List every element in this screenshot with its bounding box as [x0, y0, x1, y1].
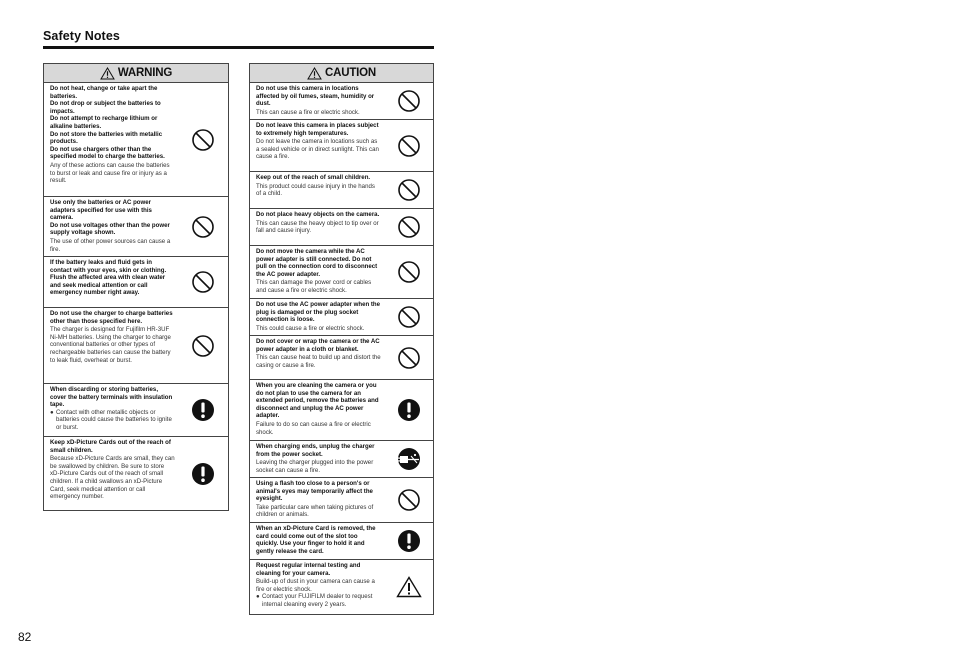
explanation-text: Take particular care when taking pictures of children or animals. [256, 503, 374, 519]
warning-item-text [44, 197, 178, 256]
caution-item-text [250, 120, 384, 171]
rule-text: If the battery leaks and fluid gets in contact with your eyes, skin or clothing. Flush the affected area with clean water and seek medical attention or call emergency number right away. [50, 259, 167, 297]
rule-text: Use only the batteries or AC power adapters specified for use with this camera. [50, 199, 152, 222]
rule-text: Do not use this camera in locations affected by oil fumes, steam, humidity or dust. [256, 85, 375, 108]
rule-text: Do not store the batteries with metallic products. [50, 130, 163, 146]
explanation-text: This can cause a fire or electric shock. [256, 108, 360, 116]
warning-item-text [44, 257, 178, 307]
prohibition-icon [178, 83, 228, 196]
explanation-text: The charger is designed for Fujifilm HR-3UF Ni-MH batteries. Using the charger to charge conventional batteries or other types of rechargeable batteries can cause the battery to leak fluid, overheat or burst. [50, 326, 171, 364]
caution-rows [250, 83, 433, 614]
caution-triangle-icon [307, 67, 322, 80]
prohibition-icon [384, 120, 433, 171]
rule-text: Do not drop or subject the batteries to impacts. [50, 100, 161, 115]
explanation-text: Failure to do so can cause a fire or electric shock. [256, 420, 371, 436]
bullet-text: Contact with other metallic objects or batteries could cause the batteries to ignite or burst. [56, 408, 172, 431]
caution-item-text [250, 209, 384, 245]
caution-item-text [250, 478, 384, 522]
explanation-text: Build-up of dust in your camera can cause a fire or electric shock. [256, 578, 375, 593]
explanation-text: This can cause heat to build up and distort the casing or cause a fire. [256, 354, 381, 369]
rule-text: When an xD-Picture Card is removed, the card could come out of the slot too quickly. Use your finger to hold it and gently release the card. [256, 525, 376, 555]
warning-item [44, 308, 228, 384]
caution-item-text [250, 83, 384, 119]
bullet-text: Contact your FUJIFILM dealer to request internal cleaning every 2 years. [262, 593, 373, 608]
explanation-text: This can damage the power cord or cables and cause a fire or electric shock. [256, 279, 372, 294]
mandatory-action-icon [178, 437, 228, 511]
prohibition-icon [384, 83, 433, 119]
explanation-text: Because xD-Picture Cards are small, they can be swallowed by children. Be sure to store xD-Picture Cards out of the reach of small children. If a child swallows an xD-Picture Card, seek medical attention or call emergency number. [50, 455, 175, 501]
caution-item-text [250, 560, 384, 614]
warning-item-text [44, 437, 178, 511]
caution-item [250, 83, 433, 120]
rule-text: Do not leave this camera in places subject to extremely high temperatures. [256, 122, 379, 137]
bullet-icon: ● [50, 408, 54, 416]
rule-text: Do not use the AC power adapter when the plug is damaged or the plug socket connection is loose. [256, 301, 381, 324]
rule-text: Do not use chargers other than the specified model to charge the batteries. [50, 145, 165, 161]
rule-text: Keep xD-Picture Cards out of the reach of small children. [50, 439, 171, 454]
warning-panel [43, 63, 229, 511]
caution-triangle-icon [384, 560, 433, 614]
prohibition-icon [384, 336, 433, 379]
caution-item [250, 336, 433, 380]
caution-item [250, 209, 433, 246]
mandatory-action-icon [384, 380, 433, 440]
rule-text: Do not use voltages other than the power supply voltage shown. [50, 221, 170, 237]
caution-panel [249, 63, 434, 615]
rule-text: Do not cover or wrap the camera or the AC power adapter in a cloth or blanket. [256, 338, 380, 353]
warning-triangle-icon [100, 67, 115, 80]
title-rule [43, 46, 434, 49]
bullet-note [256, 593, 381, 608]
explanation-text: Leaving the charger plugged into the power socket can cause a fire. [256, 459, 374, 474]
mandatory-action-icon [178, 384, 228, 436]
caution-item-text [250, 336, 384, 379]
caution-item-text [250, 299, 384, 335]
rule-text: When discarding or storing batteries, cover the battery terminals with insulation tape. [50, 386, 173, 409]
warning-item [44, 437, 228, 511]
caution-item-text [250, 380, 384, 440]
caution-item [250, 120, 433, 172]
explanation-text: Any of these actions can cause the batteries to burst or leak and cause fire or injury as a result. [50, 161, 170, 185]
warning-item-text [44, 384, 178, 436]
warning-item [44, 83, 228, 197]
caution-item [250, 560, 433, 614]
rule-text: When charging ends, unplug the charger from the power socket. [256, 443, 375, 458]
rule-text: Keep out of the reach of small children. [256, 174, 371, 181]
warning-rows [44, 83, 228, 511]
bullet-note [50, 409, 175, 432]
caution-item [250, 172, 433, 209]
prohibition-icon [384, 478, 433, 522]
explanation-text: This can cause the heavy object to tip over or fall and cause injury. [256, 219, 379, 235]
warning-item [44, 197, 228, 257]
warning-item-text [44, 308, 178, 383]
prohibition-icon [178, 197, 228, 256]
prohibition-icon [384, 299, 433, 335]
warning-header [44, 64, 228, 83]
caution-item-text [250, 246, 384, 298]
explanation-text: The use of other power sources can cause a fire. [50, 237, 171, 253]
rule-text: Using a flash too close to a person's or animal's eyes may temporarily affect the eyesight. [256, 480, 373, 503]
caution-item-text [250, 441, 384, 477]
warning-item [44, 384, 228, 437]
explanation-text: Do not leave the camera in locations such as a sealed vehicle or in direct sunlight. This can cause a fire. [256, 138, 379, 161]
rule-text: Do not use the charger to charge batteries other than those specified here. [50, 310, 173, 325]
bullet-icon: ● [256, 593, 260, 601]
prohibition-icon [178, 257, 228, 307]
mandatory-action-icon [384, 523, 433, 559]
page-title: Safety Notes [43, 29, 120, 43]
prohibition-icon [384, 246, 433, 298]
caution-item [250, 523, 433, 560]
caution-label: CAUTION [325, 67, 376, 79]
caution-item [250, 478, 433, 523]
warning-item [44, 257, 228, 308]
page-number: 82 [18, 630, 32, 644]
explanation-text: This product could cause injury in the hands of a child. [256, 182, 375, 198]
explanation-text: This could cause a fire or electric shock. [256, 324, 365, 332]
unplug-icon [384, 441, 433, 477]
prohibition-icon [178, 308, 228, 383]
rule-text: When you are cleaning the camera or you do not plan to use the camera for an extended period, remove the batteries and disconnect and unplug the AC power adapter. [256, 382, 379, 420]
rule-text: Do not heat, change or take apart the batteries. [50, 85, 158, 100]
prohibition-icon [384, 209, 433, 245]
caution-item-text [250, 172, 384, 208]
caution-header [250, 64, 433, 83]
caution-item [250, 246, 433, 299]
rule-text: Do not attempt to recharge lithium or alkaline batteries. [50, 115, 158, 130]
warning-label: WARNING [117, 67, 173, 79]
caution-item-text [250, 523, 384, 559]
warning-item-text [44, 83, 178, 196]
caution-item [250, 380, 433, 441]
prohibition-icon [384, 172, 433, 208]
rule-text: Request regular internal testing and cleaning for your camera. [256, 562, 361, 577]
rule-text: Do not place heavy objects on the camera. [256, 211, 380, 218]
caution-item [250, 441, 433, 478]
rule-text: Do not move the camera while the AC power adapter is still connected. Do not pull on the connection cord to disconnect the AC power adapter. [256, 248, 378, 278]
caution-item [250, 299, 433, 336]
